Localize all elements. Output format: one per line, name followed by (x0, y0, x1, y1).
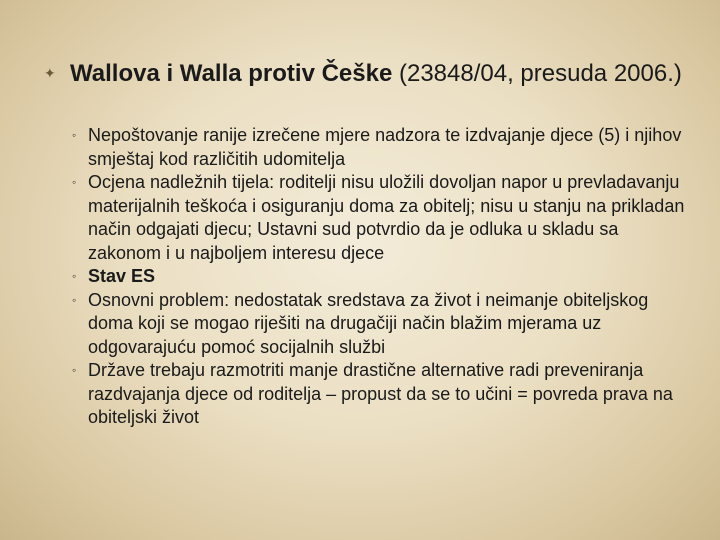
bullet-item (72, 289, 692, 360)
bullet-icon: ◦ (72, 128, 77, 142)
bullet-text: Države trebaju razmotriti manje drastične alternative radi preveniranja razdvajanja djece od roditelja – propust da se to učini = povreda prava na obiteljski život (88, 360, 673, 427)
bullet-item (72, 171, 692, 265)
bullet-text: Nepoštovanje ranije izrečene mjere nadzora te izdvajanje djece (5) i njihov smještaj kod različitih udomitelja (88, 125, 682, 169)
bullet-icon: ◦ (72, 363, 77, 377)
bullet-item (72, 124, 692, 171)
bullet-text: Ocjena nadležnih tijela: roditelji nisu uložili dovoljan napor u prevladavanju materijalnih teškoća i osiguranju doma za obitelj; nisu u stanju na prikladan način odgajati djecu; Ustavni sud potvrdio da je odluka u skladu sa zakonom i u najboljem interesu djece (88, 172, 685, 263)
bullet-item (72, 359, 692, 430)
title-bullet-icon: ✦ (44, 65, 56, 81)
bullet-item (72, 265, 692, 289)
case-reference: (23848/04, presuda 2006.) (392, 60, 682, 87)
bullet-icon: ◦ (72, 269, 77, 283)
case-name: Wallova i Walla protiv Češke (70, 60, 393, 87)
slide-title (44, 58, 684, 89)
bullet-list (72, 124, 692, 430)
bullet-icon: ◦ (72, 175, 77, 189)
bullet-text: Osnovni problem: nedostatak sredstava za život i neimanje obiteljskog doma koji se mogao riješiti na drugačiji način blažim mjerama uz odgovarajuću pomoć socijalnih službi (88, 289, 649, 357)
bullet-text: Stav ES (88, 266, 156, 286)
bullet-icon: ◦ (72, 292, 77, 307)
